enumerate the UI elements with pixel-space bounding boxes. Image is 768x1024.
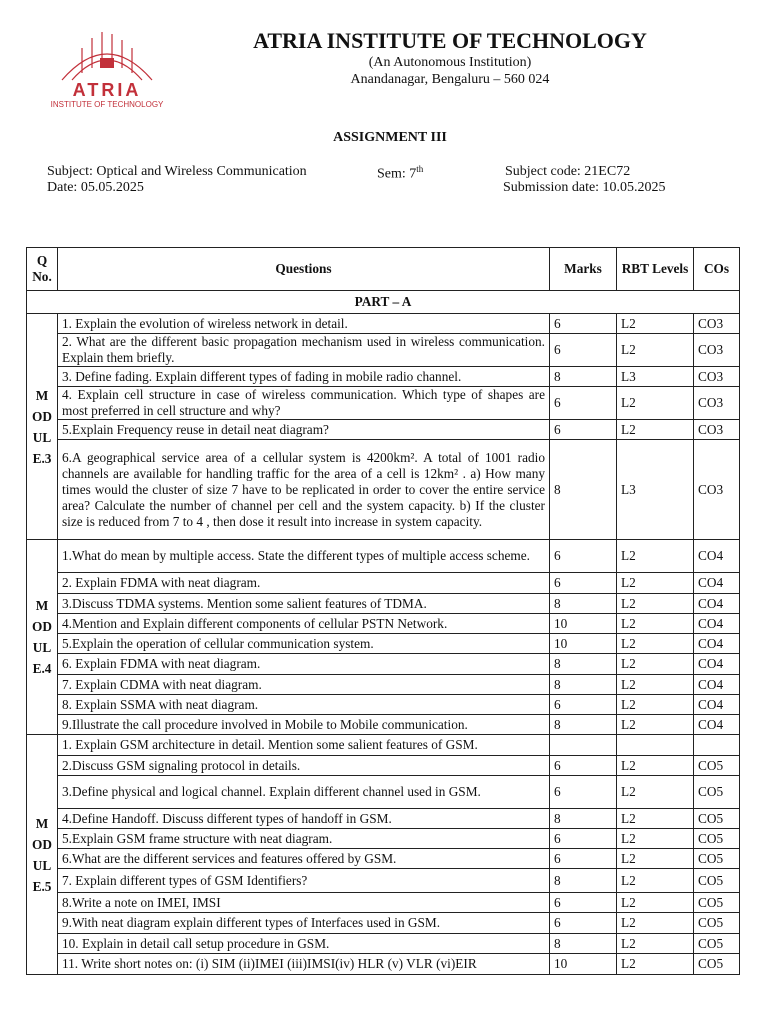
co-cell: CO5 [694, 934, 740, 954]
subject-code: Subject code: 21EC72 [505, 164, 631, 179]
co-cell: CO3 [694, 367, 740, 387]
rbt-cell: L2 [617, 314, 694, 334]
header-questions: Questions [58, 248, 550, 291]
table-row [27, 440, 740, 540]
co-cell: CO3 [694, 387, 740, 420]
question-text: 4.Mention and Explain different components of cellular PSTN Network. [58, 614, 550, 634]
table-row [27, 540, 740, 573]
table-row [27, 776, 740, 809]
marks-cell: 8 [550, 715, 617, 735]
part-row [27, 291, 740, 314]
date: Date: 05.05.2025 [47, 180, 144, 195]
table-row [27, 334, 740, 367]
marks-cell: 8 [550, 934, 617, 954]
header-cos: COs [694, 248, 740, 291]
table-row [27, 913, 740, 934]
marks-cell: 8 [550, 594, 617, 614]
marks-cell: 8 [550, 809, 617, 829]
table-row [27, 654, 740, 675]
sem-sup: th [416, 164, 424, 174]
marks-cell: 6 [550, 695, 617, 715]
table-row [27, 695, 740, 715]
table-row [27, 367, 740, 387]
header-qno: Q No. [27, 248, 58, 291]
rbt-cell: L2 [617, 715, 694, 735]
question-text: 9.With neat diagram explain different types of Interfaces used in GSM. [58, 913, 550, 934]
question-text: 7. Explain different types of GSM Identifiers? [58, 869, 550, 893]
marks-cell: 10 [550, 634, 617, 654]
co-cell: CO5 [694, 913, 740, 934]
table-row [27, 594, 740, 614]
co-cell [694, 735, 740, 756]
question-text: 3. Define fading. Explain different types of fading in mobile radio channel. [58, 367, 550, 387]
submission-date: Submission date: 10.05.2025 [503, 180, 666, 195]
header-rbt: RBT Levels [617, 248, 694, 291]
question-text: 5.Explain GSM frame structure with neat diagram. [58, 829, 550, 849]
marks-cell: 6 [550, 849, 617, 869]
questions-table [26, 247, 740, 975]
marks-cell: 10 [550, 954, 617, 975]
question-text: 9.Illustrate the call procedure involved in Mobile to Mobile communication. [58, 715, 550, 735]
table-row [27, 934, 740, 954]
rbt-cell: L2 [617, 756, 694, 776]
marks-cell: 6 [550, 913, 617, 934]
rbt-cell: L2 [617, 849, 694, 869]
marks-cell: 8 [550, 367, 617, 387]
co-cell: CO3 [694, 314, 740, 334]
question-text: 6.A geographical service area of a cellular system is 4200km². A total of 1001 radio channels are available for handling traffic for the area of a cell is 12km² . a) How many times would the cluster of size 7 have to be replicated in order to cover the entire service area? Calculate the number of channel per cell and the system capacity. b) If the cluster size is reduced from 7 to 4 , then dose it result into increase in system capacity. [58, 440, 550, 540]
rbt-cell: L2 [617, 594, 694, 614]
co-cell: CO3 [694, 334, 740, 367]
part-label: PART – A [27, 291, 740, 314]
table-row [27, 735, 740, 756]
rbt-cell: L2 [617, 675, 694, 695]
module-label-line: UL [32, 640, 52, 655]
rbt-cell: L2 [617, 634, 694, 654]
question-text: 8.Write a note on IMEI, IMSI [58, 893, 550, 913]
rbt-cell: L2 [617, 540, 694, 573]
question-text: 10. Explain in detail call setup procedure in GSM. [58, 934, 550, 954]
module-label-line: E.3 [32, 450, 52, 466]
rbt-cell: L2 [617, 695, 694, 715]
question-text: 4.Define Handoff. Discuss different types of handoff in GSM. [58, 809, 550, 829]
question-text: 2.Discuss GSM signaling protocol in details. [58, 756, 550, 776]
module-label-line: OD [32, 619, 52, 634]
co-cell: CO4 [694, 695, 740, 715]
marks-cell: 8 [550, 675, 617, 695]
module-label-line: E.4 [32, 661, 52, 676]
co-cell: CO4 [694, 675, 740, 695]
question-text: 1. Explain the evolution of wireless network in detail. [58, 314, 550, 334]
rbt-cell: L2 [617, 654, 694, 675]
institute-logo [46, 28, 168, 110]
co-cell: CO5 [694, 869, 740, 893]
marks-cell: 6 [550, 314, 617, 334]
marks-cell: 8 [550, 654, 617, 675]
table-row [27, 809, 740, 829]
rbt-cell: L2 [617, 869, 694, 893]
marks-cell: 6 [550, 540, 617, 573]
co-cell: CO4 [694, 715, 740, 735]
marks-cell: 6 [550, 334, 617, 367]
question-text: 5.Explain Frequency reuse in detail neat diagram? [58, 420, 550, 440]
table-row [27, 829, 740, 849]
question-text: 6.What are the different services and features offered by GSM. [58, 849, 550, 869]
question-text: 8. Explain SSMA with neat diagram. [58, 695, 550, 715]
table-row [27, 849, 740, 869]
module-label-line: M [35, 815, 49, 831]
co-cell: CO4 [694, 614, 740, 634]
module-label-line: OD [32, 408, 52, 424]
rbt-cell [617, 735, 694, 756]
co-cell: CO5 [694, 893, 740, 913]
table-row [27, 420, 740, 440]
question-text: 3.Discuss TDMA systems. Mention some salient features of TDMA. [58, 594, 550, 614]
co-cell: CO4 [694, 540, 740, 573]
address: Anandanagar, Bengaluru – 560 024 [350, 72, 550, 87]
table-row [27, 573, 740, 594]
rbt-cell: L2 [617, 934, 694, 954]
question-text: 3.Define physical and logical channel. Explain different channel used in GSM. [58, 776, 550, 809]
marks-cell: 8 [550, 440, 617, 540]
question-text: 6. Explain FDMA with neat diagram. [58, 654, 550, 675]
sem-text: Sem: 7 [377, 166, 417, 182]
module-label-line: M [35, 598, 49, 613]
table-row [27, 614, 740, 634]
module-label-line: E.5 [32, 878, 52, 894]
marks-cell: 6 [550, 776, 617, 809]
question-text: 11. Write short notes on: (i) SIM (ii)IMEI (iii)IMSI(iv) HLR (v) VLR (vi)EIR [58, 954, 550, 975]
question-text: 2. What are the different basic propagation mechanism used in wireless communication. Explain them briefly. [58, 334, 550, 367]
rbt-cell: L2 [617, 776, 694, 809]
co-cell: CO3 [694, 420, 740, 440]
co-cell: CO4 [694, 573, 740, 594]
table-row [27, 869, 740, 893]
rbt-cell: L2 [617, 334, 694, 367]
marks-cell: 6 [550, 829, 617, 849]
rbt-cell: L2 [617, 573, 694, 594]
module-label [27, 540, 58, 735]
co-cell: CO4 [694, 594, 740, 614]
module-label-line: UL [32, 857, 52, 873]
question-text: 4. Explain cell structure in case of wireless communication. Which type of shapes are most preferred in cell structure and why? [58, 387, 550, 420]
table-row [27, 314, 740, 334]
rbt-cell: L2 [617, 913, 694, 934]
rbt-cell: L2 [617, 614, 694, 634]
rbt-cell: L2 [617, 893, 694, 913]
autonomous-label: (An Autonomous Institution) [368, 55, 532, 70]
co-cell: CO4 [694, 654, 740, 675]
rbt-cell: L3 [617, 440, 694, 540]
rbt-cell: L2 [617, 829, 694, 849]
co-cell: CO4 [694, 634, 740, 654]
rbt-cell: L2 [617, 387, 694, 420]
logo-text: ATRIA [72, 80, 142, 100]
module-label-line: OD [32, 836, 52, 852]
rbt-cell: L3 [617, 367, 694, 387]
co-cell: CO3 [694, 440, 740, 540]
co-cell: CO5 [694, 809, 740, 829]
question-text: 7. Explain CDMA with neat diagram. [58, 675, 550, 695]
marks-cell: 6 [550, 420, 617, 440]
co-cell: CO5 [694, 954, 740, 975]
table-row [27, 756, 740, 776]
table-row [27, 634, 740, 654]
co-cell: CO5 [694, 756, 740, 776]
rbt-cell: L2 [617, 954, 694, 975]
module-label [27, 314, 58, 540]
institute-name: ATRIA INSTITUTE OF TECHNOLOGY [253, 28, 647, 53]
marks-cell [550, 735, 617, 756]
module-label-line: UL [32, 429, 52, 445]
marks-cell: 6 [550, 893, 617, 913]
co-cell: CO5 [694, 849, 740, 869]
question-text: 2. Explain FDMA with neat diagram. [58, 573, 550, 594]
rbt-cell: L2 [617, 420, 694, 440]
co-cell: CO5 [694, 829, 740, 849]
table-row [27, 954, 740, 975]
table-row [27, 675, 740, 695]
marks-cell: 6 [550, 756, 617, 776]
module-label-line: M [35, 387, 49, 403]
marks-cell: 10 [550, 614, 617, 634]
question-text: 5.Explain the operation of cellular communication system. [58, 634, 550, 654]
table-row [27, 387, 740, 420]
marks-cell: 6 [550, 573, 617, 594]
table-row [27, 893, 740, 913]
logo-subtext: INSTITUTE OF TECHNOLOGY [50, 100, 164, 109]
subject: Subject: Optical and Wireless Communication [47, 164, 307, 179]
question-text: 1.What do mean by multiple access. State the different types of multiple access scheme. [58, 540, 550, 573]
question-text: 1. Explain GSM architecture in detail. Mention some salient features of GSM. [58, 735, 550, 756]
rbt-cell: L2 [617, 809, 694, 829]
marks-cell: 6 [550, 387, 617, 420]
table-header [27, 248, 740, 291]
co-cell: CO5 [694, 776, 740, 809]
semester [377, 164, 423, 183]
table-row [27, 715, 740, 735]
assignment-title: ASSIGNMENT III [333, 130, 447, 145]
marks-cell: 8 [550, 869, 617, 893]
module-label [27, 735, 58, 975]
header-marks: Marks [550, 248, 617, 291]
